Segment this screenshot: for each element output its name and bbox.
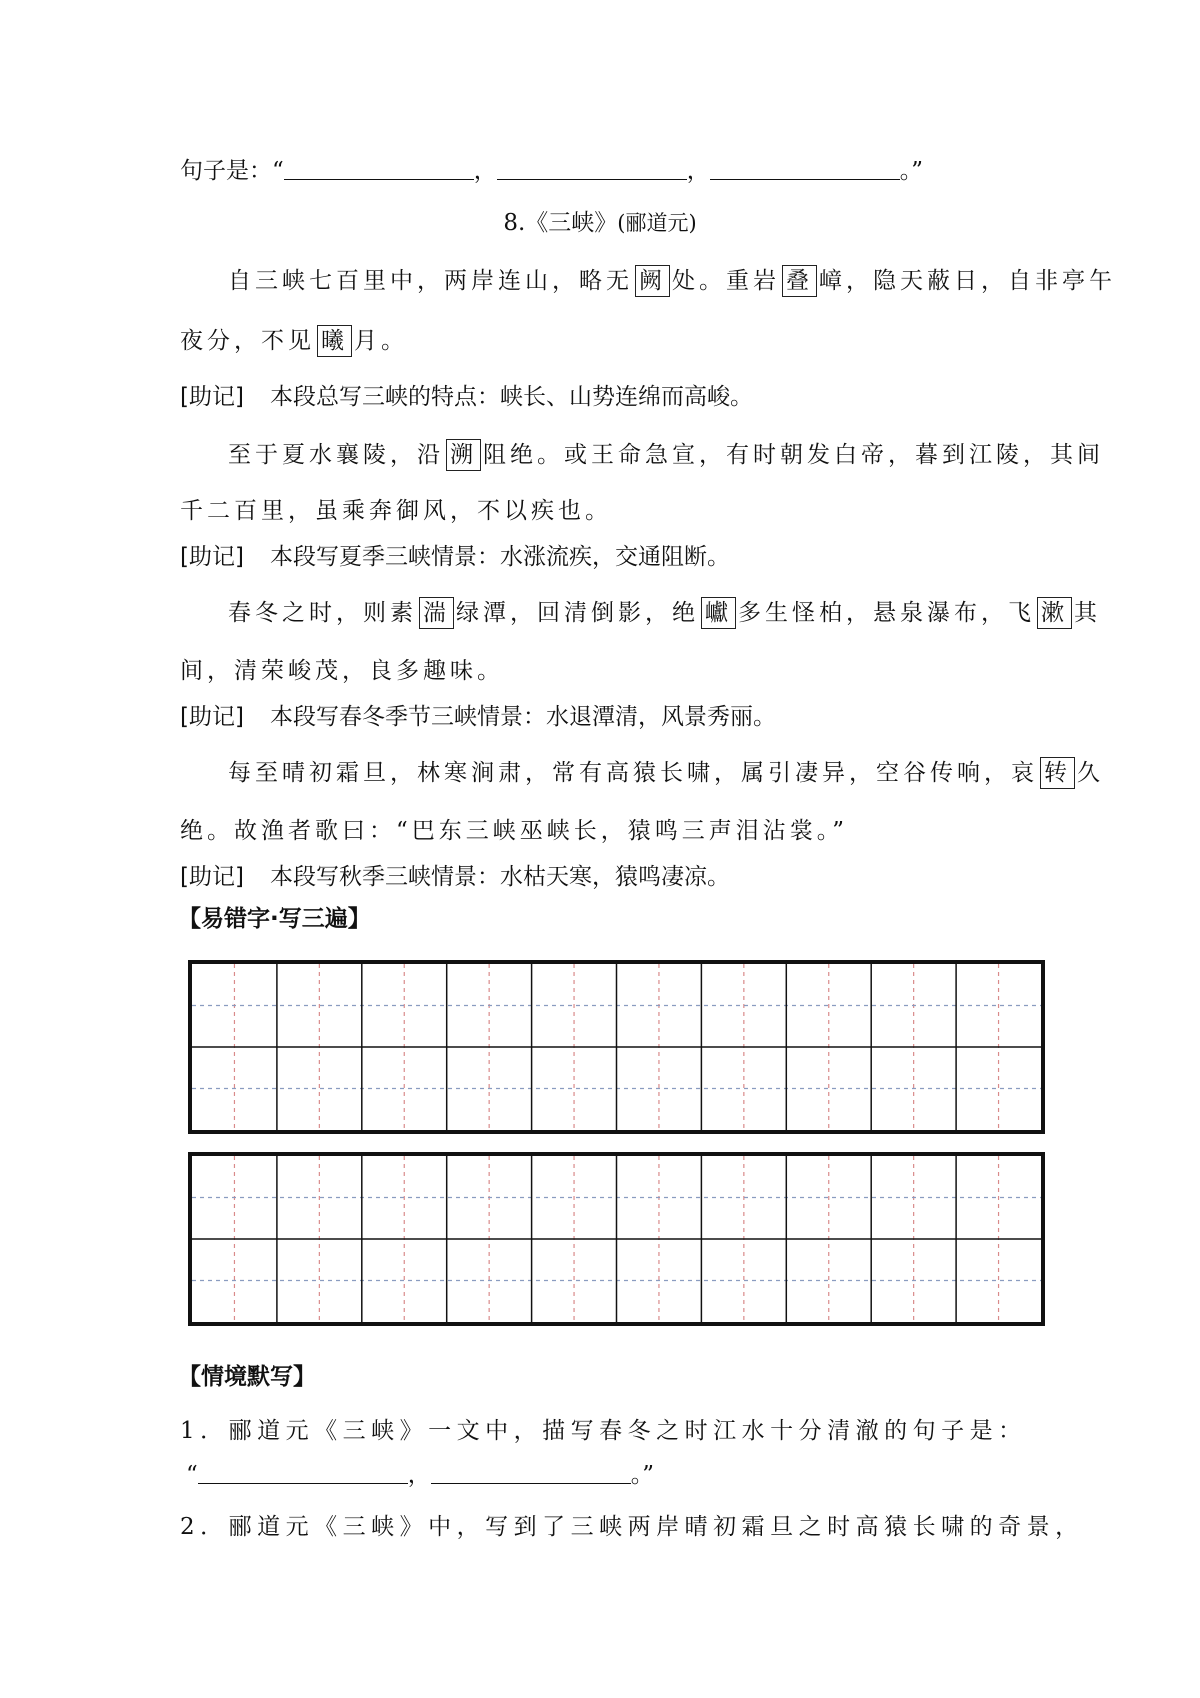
key-char: 叠 (782, 265, 817, 297)
key-char: 巘 (701, 597, 736, 629)
paragraph-2-line-2: 千二百里，虽乘奔御风，不以疾也。 (180, 498, 612, 524)
q1-blank-2[interactable] (431, 1461, 631, 1484)
paragraph-1-line-2: 夜分，不见 曦 月。 (180, 322, 408, 357)
top-prefix: 句子是：“ (180, 158, 284, 184)
blank-3[interactable] (710, 157, 900, 180)
paragraph-4-line-1: 每至晴初霜旦，林寒涧肃，常有高猿长啸，属引凄异，空谷传响，哀 转 久 (228, 754, 1104, 789)
question-1-answer: “ ， 。” (186, 1462, 655, 1488)
key-char: 漱 (1037, 597, 1072, 629)
grid-lines (192, 1156, 1041, 1322)
key-char: 转 (1040, 757, 1075, 789)
top-fill-line: 句子是：“ ， ， 。” (180, 158, 924, 184)
section-typo-heading: 【易错字·写三遍】 (178, 906, 371, 932)
poem-title (0, 204, 1200, 237)
practice-grid-1[interactable] (188, 960, 1045, 1134)
question-2: 2．郦道元《三峡》中，写到了三峡两岸晴初霜旦之时高猿长啸的奇景， (180, 1514, 1084, 1540)
paragraph-4-line-2: 绝。故渔者歌曰：“巴东三峡巫峡长，猿鸣三声泪沾裳。” (180, 818, 849, 844)
section-dictation-heading: 【情境默写】 (178, 1364, 316, 1390)
note-tag: [助记] (180, 384, 244, 410)
blank-1[interactable] (284, 157, 474, 180)
paragraph-3-line-1: 春冬之时，则素 湍 绿潭，回清倒影，绝 巘 多生怪柏，悬泉瀑布，飞 漱 其 (228, 594, 1101, 629)
paragraph-2-line-1: 至于夏水襄陵，沿 溯 阻绝。或王命急宣，有时朝发白帝，暮到江陵，其间 (228, 436, 1104, 471)
key-char: 溯 (446, 439, 481, 471)
note-4: [助记] 本段写秋季三峡情景：水枯天寒，猿鸣凄凉。 (180, 864, 730, 890)
note-tag: [助记] (180, 544, 244, 570)
paragraph-1-line-1: 自三峡七百里中，两岸连山，略无 阙 处。重岩 叠 嶂，隐天蔽日，自非亭午 (228, 262, 1116, 297)
key-char: 阙 (635, 265, 670, 297)
practice-grid-2[interactable] (188, 1152, 1045, 1326)
key-char: 湍 (419, 597, 454, 629)
title-author: (郦道元) (617, 211, 697, 235)
title-main: 8.《三峡》 (503, 210, 618, 236)
note-1: [助记] 本段总写三峡的特点：峡长、山势连绵而高峻。 (180, 384, 753, 410)
note-3: [助记] 本段写春冬季节三峡情景：水退潭清，风景秀丽。 (180, 704, 776, 730)
paragraph-3-line-2: 间，清荣峻茂，良多趣味。 (180, 658, 504, 684)
q1-blank-1[interactable] (198, 1461, 408, 1484)
key-char: 曦 (317, 325, 352, 357)
note-tag: [助记] (180, 704, 244, 730)
note-2: [助记] 本段写夏季三峡情景：水涨流疾，交通阻断。 (180, 544, 730, 570)
question-1: 1．郦道元《三峡》一文中，描写春冬之时江水十分清澈的句子是： (180, 1418, 1027, 1444)
note-tag: [助记] (180, 864, 244, 890)
grid-lines (192, 964, 1041, 1130)
blank-2[interactable] (497, 157, 687, 180)
